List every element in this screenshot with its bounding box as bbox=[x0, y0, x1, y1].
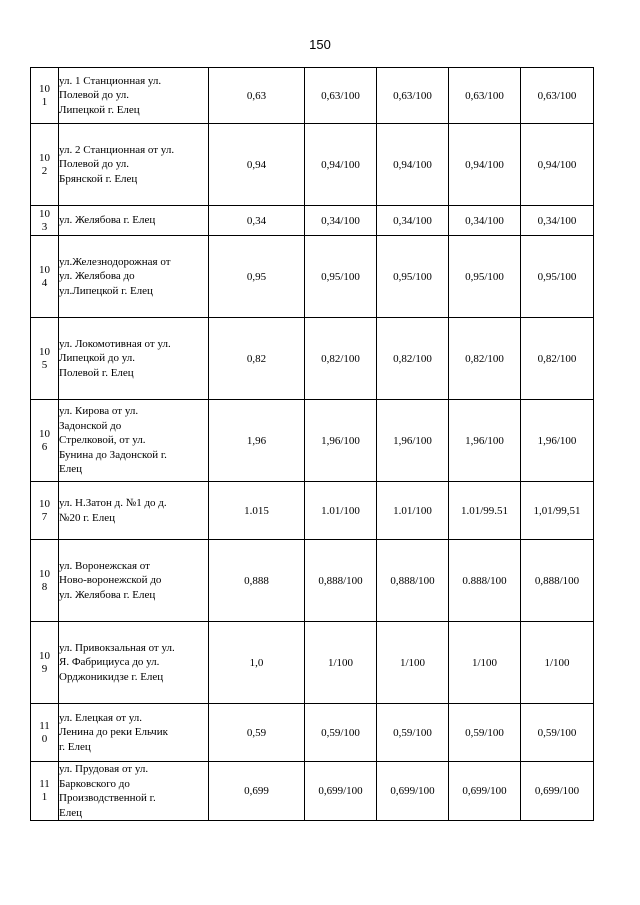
table-row bbox=[31, 318, 594, 400]
value-cell-4: 1/100 bbox=[449, 622, 521, 704]
value-cell-2: 0,699/100 bbox=[305, 762, 377, 821]
street-name-line: Брянской г. Елец bbox=[59, 172, 138, 185]
row-number-part: 11 bbox=[39, 719, 50, 732]
value-cell-2: 0,94/100 bbox=[305, 124, 377, 206]
table-row bbox=[31, 400, 594, 482]
street-name bbox=[59, 68, 209, 124]
value-cell-4: 0,95/100 bbox=[449, 236, 521, 318]
street-name-line: г. Елец bbox=[59, 740, 91, 753]
row-number-part: 4 bbox=[41, 276, 48, 289]
street-name-line: ул.Липецкой г. Елец bbox=[59, 284, 153, 297]
row-number bbox=[31, 124, 59, 206]
street-name-line: ул. Воронежская от bbox=[59, 559, 150, 572]
street-name-line: ул. Привокзальная от ул. bbox=[59, 641, 175, 654]
value-cell-1: 0,63 bbox=[209, 68, 305, 124]
street-name-line: Ленина до реки Ельчик bbox=[59, 726, 168, 739]
value-cell-1: 0,888 bbox=[209, 540, 305, 622]
row-number bbox=[31, 206, 59, 236]
roads-table bbox=[30, 67, 594, 821]
street-name-line: ул. Желябова г. Елец bbox=[59, 588, 156, 601]
table-row bbox=[31, 762, 594, 821]
street-name-line: Полевой до ул. bbox=[59, 158, 130, 171]
value-cell-5: 1/100 bbox=[521, 622, 594, 704]
street-name-line: ул. Желябова до bbox=[59, 270, 135, 283]
table-row bbox=[31, 68, 594, 124]
value-cell-2: 0,34/100 bbox=[305, 206, 377, 236]
row-number-part: 5 bbox=[41, 358, 48, 371]
value-cell-4: 0,34/100 bbox=[449, 206, 521, 236]
row-number bbox=[31, 482, 59, 540]
row-number bbox=[31, 400, 59, 482]
value-cell-1: 1,0 bbox=[209, 622, 305, 704]
street-name-line: ул. 2 Станционная от ул. bbox=[59, 143, 175, 156]
row-number-part: 1 bbox=[41, 95, 48, 108]
street-name-line: ул. Елецкая от ул. bbox=[59, 711, 143, 724]
value-cell-2: 1/100 bbox=[305, 622, 377, 704]
street-name-line: ул. Н.Затон д. №1 до д. bbox=[59, 497, 167, 509]
value-cell-2: 1,96/100 bbox=[305, 400, 377, 482]
page-number: 150 bbox=[309, 37, 331, 52]
row-number bbox=[31, 68, 59, 124]
row-number-part: 10 bbox=[39, 345, 50, 358]
street-name bbox=[59, 540, 209, 622]
row-number bbox=[31, 318, 59, 400]
street-name bbox=[59, 318, 209, 400]
value-cell-4: 1.01/99.51 bbox=[449, 482, 521, 540]
street-name-line: ул.Железнодорожная от bbox=[59, 255, 171, 268]
row-number bbox=[31, 704, 59, 762]
value-cell-2: 0,63/100 bbox=[305, 68, 377, 124]
value-cell-3: 0,63/100 bbox=[377, 68, 449, 124]
street-name-line: Елец bbox=[59, 463, 82, 476]
value-cell-4: 0.888/100 bbox=[449, 540, 521, 622]
street-name-line: Стрелковой, от ул. bbox=[59, 434, 146, 447]
row-number-part: 10 bbox=[39, 567, 50, 580]
street-name bbox=[59, 622, 209, 704]
street-name bbox=[59, 704, 209, 762]
street-name-line: Ново-воронежской до bbox=[59, 574, 162, 587]
street-name-line: ул. Прудовая от ул. bbox=[59, 763, 149, 775]
value-cell-5: 0,59/100 bbox=[521, 704, 594, 762]
street-name-line: ул. Локомотивная от ул. bbox=[59, 337, 171, 350]
street-name bbox=[59, 482, 209, 540]
street-name-line: Задонской до bbox=[59, 419, 122, 432]
value-cell-3: 0,888/100 bbox=[377, 540, 449, 622]
value-cell-2: 0,95/100 bbox=[305, 236, 377, 318]
street-name-line: Елец bbox=[59, 806, 82, 819]
value-cell-5: 0,34/100 bbox=[521, 206, 594, 236]
street-name-line: ул. Желябова г. Елец bbox=[59, 214, 156, 227]
value-cell-1: 0,82 bbox=[209, 318, 305, 400]
value-cell-4: 0,59/100 bbox=[449, 704, 521, 762]
street-name-line: Барковского до bbox=[59, 777, 130, 790]
row-number-part: 8 bbox=[41, 580, 48, 593]
table-row bbox=[31, 540, 594, 622]
table-row bbox=[31, 124, 594, 206]
row-number-part: 10 bbox=[39, 82, 50, 95]
value-cell-5: 1,96/100 bbox=[521, 400, 594, 482]
row-number-part: 10 bbox=[39, 263, 50, 276]
street-name bbox=[59, 400, 209, 482]
row-number-part: 10 bbox=[39, 497, 50, 510]
street-name-line: Липецкой г. Елец bbox=[59, 103, 140, 116]
value-cell-1: 0,94 bbox=[209, 124, 305, 206]
row-number-part: 6 bbox=[41, 440, 48, 453]
value-cell-1: 0,95 bbox=[209, 236, 305, 318]
value-cell-1: 1.015 bbox=[209, 482, 305, 540]
row-number-part: 3 bbox=[41, 220, 48, 233]
row-number bbox=[31, 762, 59, 821]
value-cell-3: 0,82/100 bbox=[377, 318, 449, 400]
street-name-line: ул. 1 Станционная ул. bbox=[59, 74, 162, 87]
street-name-line: Липецкой до ул. bbox=[59, 352, 136, 365]
value-cell-1: 0,699 bbox=[209, 762, 305, 821]
row-number-part: 9 bbox=[41, 662, 48, 675]
table-row bbox=[31, 482, 594, 540]
row-number-part: 1 bbox=[41, 791, 48, 803]
row-number-part: 11 bbox=[39, 778, 50, 790]
row-number-part: 10 bbox=[39, 427, 50, 440]
value-cell-4: 0,63/100 bbox=[449, 68, 521, 124]
value-cell-4: 1,96/100 bbox=[449, 400, 521, 482]
table-row bbox=[31, 704, 594, 762]
value-cell-1: 0,59 bbox=[209, 704, 305, 762]
row-number bbox=[31, 622, 59, 704]
row-number-part: 7 bbox=[41, 510, 48, 523]
row-number-part: 10 bbox=[39, 649, 50, 662]
street-name bbox=[59, 236, 209, 318]
value-cell-3: 1/100 bbox=[377, 622, 449, 704]
value-cell-2: 0,888/100 bbox=[305, 540, 377, 622]
street-name-line: Бунина до Задонской г. bbox=[59, 448, 167, 461]
value-cell-3: 0,94/100 bbox=[377, 124, 449, 206]
value-cell-1: 0,34 bbox=[209, 206, 305, 236]
street-name-line: Я. Фабрициуса до ул. bbox=[59, 656, 160, 669]
row-number bbox=[31, 540, 59, 622]
street-name-line: Полевой г. Елец bbox=[59, 366, 134, 379]
row-number bbox=[31, 236, 59, 318]
value-cell-3: 1,96/100 bbox=[377, 400, 449, 482]
street-name-line: Полевой до ул. bbox=[59, 89, 130, 102]
value-cell-3: 1.01/100 bbox=[377, 482, 449, 540]
row-number-part: 2 bbox=[41, 164, 48, 177]
value-cell-1: 1,96 bbox=[209, 400, 305, 482]
value-cell-5: 0,63/100 bbox=[521, 68, 594, 124]
value-cell-5: 0,888/100 bbox=[521, 540, 594, 622]
value-cell-2: 0,82/100 bbox=[305, 318, 377, 400]
street-name bbox=[59, 206, 209, 236]
value-cell-5: 0,82/100 bbox=[521, 318, 594, 400]
row-number-part: 10 bbox=[39, 151, 50, 164]
value-cell-5: 0,699/100 bbox=[521, 762, 594, 821]
street-name-line: Орджоникидзе г. Елец bbox=[59, 670, 164, 683]
table-row bbox=[31, 236, 594, 318]
row-number-part: 0 bbox=[41, 732, 48, 745]
street-name-line: №20 г. Елец bbox=[59, 511, 115, 524]
value-cell-4: 0,699/100 bbox=[449, 762, 521, 821]
value-cell-3: 0,34/100 bbox=[377, 206, 449, 236]
value-cell-3: 0,95/100 bbox=[377, 236, 449, 318]
table-row bbox=[31, 622, 594, 704]
street-name bbox=[59, 762, 209, 821]
value-cell-4: 0,94/100 bbox=[449, 124, 521, 206]
value-cell-4: 0,82/100 bbox=[449, 318, 521, 400]
row-number-part: 10 bbox=[39, 207, 50, 220]
value-cell-3: 0,699/100 bbox=[377, 762, 449, 821]
value-cell-5: 1,01/99,51 bbox=[521, 482, 594, 540]
table-row bbox=[31, 206, 594, 236]
value-cell-5: 0,94/100 bbox=[521, 124, 594, 206]
table-body bbox=[31, 68, 594, 821]
value-cell-2: 1.01/100 bbox=[305, 482, 377, 540]
value-cell-2: 0,59/100 bbox=[305, 704, 377, 762]
value-cell-5: 0,95/100 bbox=[521, 236, 594, 318]
value-cell-3: 0,59/100 bbox=[377, 704, 449, 762]
street-name-line: ул. Кирова от ул. bbox=[59, 405, 139, 418]
street-name-line: Производственной г. bbox=[59, 792, 156, 804]
street-name bbox=[59, 124, 209, 206]
